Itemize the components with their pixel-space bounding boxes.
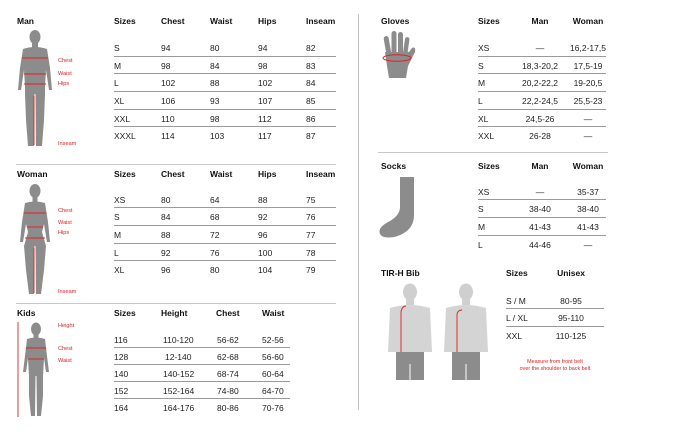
row-rule [114,56,336,57]
woman-header-waist: Waist [210,169,233,179]
kids-chest-label: Chest [58,346,73,352]
row-rule [478,126,606,127]
man-header-waist: Waist [210,16,233,26]
row-rule [478,56,606,57]
row-rule [114,398,290,399]
section-divider-gloves [378,152,608,153]
row-rule [478,109,606,110]
bib-title: TIR-H Bib [381,268,420,278]
man-figure [14,28,56,150]
gloves-header-sizes: Sizes [478,16,500,26]
row-rule [114,109,336,110]
row-rule [114,243,336,244]
row-rule [506,326,604,327]
man-title: Man [17,16,34,26]
row-rule [478,91,606,92]
gloves-header-man: Man [531,16,549,26]
man-hips-label: Hips [58,81,70,87]
bib-note-line-2: over the shoulder to back belt [519,366,591,372]
row-rule [478,73,606,74]
man-chest-label: Chest [58,58,73,64]
row-rule [478,217,606,218]
socks-header-woman: Woman [572,161,604,171]
socks-header-sizes: Sizes [478,161,500,171]
man-header-inseam: Inseam [306,16,336,26]
woman-header-sizes: Sizes [114,169,136,179]
woman-header-chest: Chest [161,169,185,179]
bib-header-unisex: Unisex [557,268,585,278]
bib-figures [386,282,496,382]
kids-title: Kids [17,308,36,318]
woman-header-hips: Hips [258,169,277,179]
kids-figure [14,320,56,420]
socks-title: Socks [381,161,407,171]
row-rule [114,91,336,92]
row-rule [114,347,290,348]
man-header-sizes: Sizes [114,16,136,26]
column-divider [358,14,359,410]
section-divider-woman [16,303,336,304]
row-rule [114,126,336,127]
row-rule [114,207,336,208]
kids-header-sizes: Sizes [114,308,136,318]
row-rule [114,225,336,226]
kids-header-waist: Waist [262,308,285,318]
kids-waist-label: Waist [58,358,72,364]
row-rule [478,235,606,236]
kids-header-chest: Chest [216,308,240,318]
bib-note-line-1: Measure from front belt [527,359,583,365]
gloves-header-woman: Woman [572,16,604,26]
row-rule [114,381,290,382]
kids-header-height: Height [161,308,188,318]
row-rule [114,260,336,261]
woman-waist-label: Waist [58,220,72,226]
row-rule [506,308,604,309]
man-inseam-label: Inseam [58,141,77,147]
man-header-hips: Hips [258,16,277,26]
kids-height-label: Height [58,323,75,329]
woman-inseam-label: Inseam [58,289,77,295]
woman-chest-label: Chest [58,208,73,214]
row-rule [114,364,290,365]
socks-header-man: Man [531,161,549,171]
glove-hand-figure [376,28,422,80]
woman-title: Woman [17,169,48,179]
man-waist-label: Waist [58,71,72,77]
sock-figure [378,175,418,241]
section-divider-man [16,164,336,165]
bib-header-sizes: Sizes [506,268,528,278]
woman-figure [15,182,55,298]
gloves-title: Gloves [381,16,410,26]
row-rule [114,73,336,74]
row-rule [478,199,606,200]
woman-header-inseam: Inseam [306,169,336,179]
man-header-chest: Chest [161,16,185,26]
bib-measure-note [490,359,620,373]
woman-hips-label: Hips [58,230,70,236]
